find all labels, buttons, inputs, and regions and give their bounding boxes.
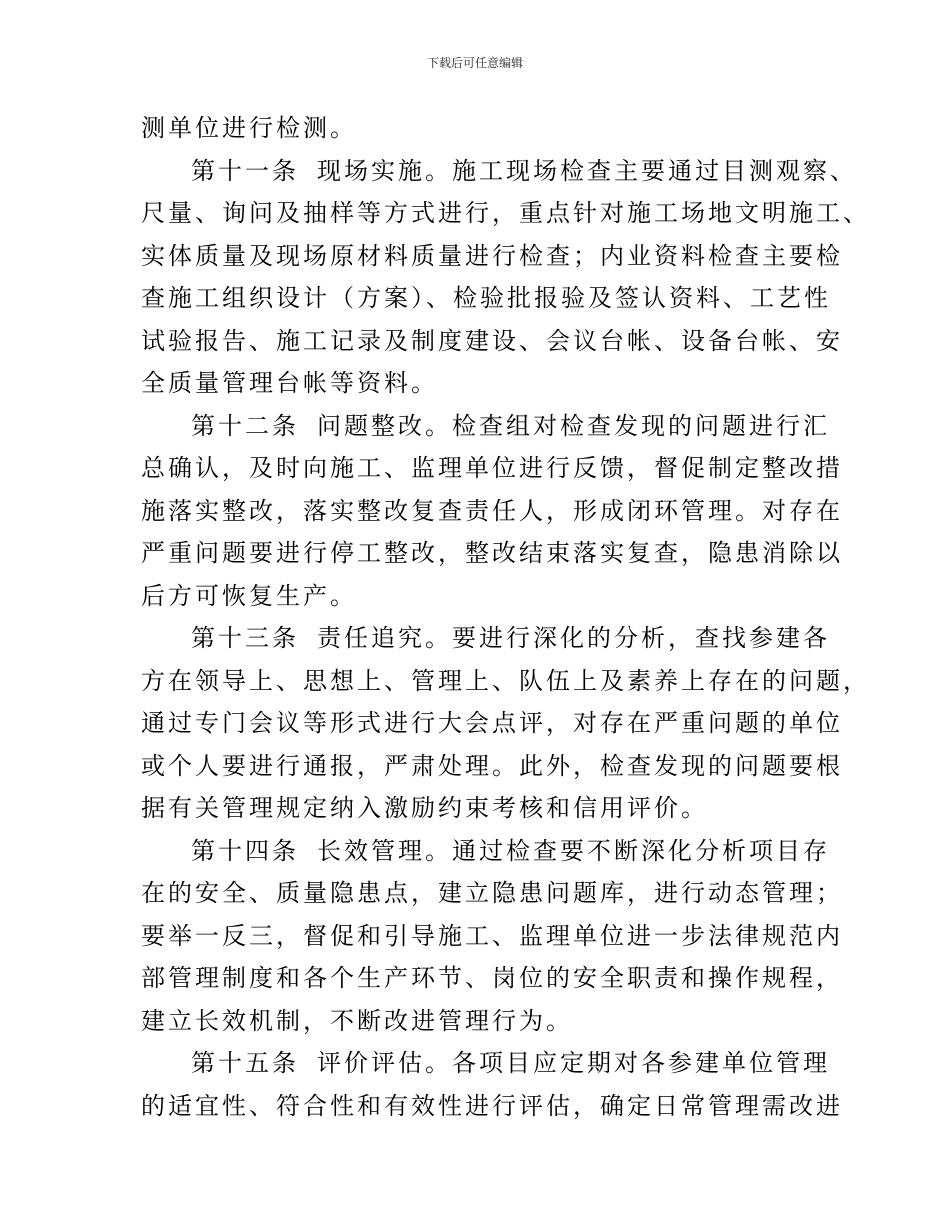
text-line: 总确认，及时向施工、监理单位进行反馈，督促制定整改措 (141, 454, 843, 482)
article-number: 第十四条 (191, 836, 299, 865)
text-line: 方在领导上、思想上、管理上、队伍上及素养上存在的问题， (141, 666, 870, 695)
text-line: 据有关管理规定纳入激励约束考核和信用评价。 (141, 794, 708, 822)
text-line: 尺量、询问及抽样等方式进行，重点针对施工场地文明施工、 (141, 199, 870, 227)
text-line: 全质量管理台帐等资料。 (141, 369, 438, 397)
text-line (141, 405, 830, 448)
page-header: 下载后可任意编辑 (426, 56, 523, 70)
text-line: 实体质量及现场原材料质量进行检查；内业资料检查主要检 (141, 241, 843, 270)
paragraph-continuation (141, 107, 821, 150)
article-number: 第十一条 (191, 156, 299, 185)
document-body (141, 107, 870, 1127)
text-line: 查施工组织设计（方案）、检验批报验及签认资料、工艺性 (141, 284, 831, 312)
text-line-content: 评价评估。各项目应定期对各参建单位管理 (317, 1049, 830, 1077)
article-11 (141, 150, 870, 405)
text-line: 建立长效机制，不断改进管理行为。 (141, 1006, 573, 1035)
text-line: 施落实整改，落实整改复查责任人，形成闭环管理。对存在 (141, 496, 843, 525)
article-14 (141, 830, 843, 1043)
text-line: 的适宜性、符合性和有效性进行评估，确定日常管理需改进 (141, 1091, 843, 1120)
text-line: 严重问题要进行停工整改，整改结束落实复查，隐患消除以 (141, 539, 843, 567)
article-12 (141, 405, 843, 618)
article-number: 第十三条 (191, 624, 299, 652)
article-13 (141, 617, 870, 830)
article-number: 第十二条 (191, 411, 299, 440)
text-line-content: 长效管理。通过检查要不断深化分析项目存 (317, 836, 830, 865)
text-line (141, 830, 830, 873)
article-15 (141, 1042, 843, 1127)
text-line-content: 现场实施。施工现场检查主要通过目测观察、 (317, 156, 857, 185)
text-line: 或个人要进行通报，严肃处理。此外，检查发现的问题要根 (141, 751, 843, 780)
text-line: 试验报告、施工记录及制度建设、会议台帐、设备台帐、安 (141, 326, 843, 355)
text-line: 在的安全、质量隐患点，建立隐患问题库，进行动态管理； (141, 879, 843, 907)
text-line (141, 617, 830, 660)
text-line (141, 1042, 830, 1085)
text-line (141, 150, 857, 193)
text-line: 测单位进行检测。 (141, 114, 357, 142)
text-line-content: 责任追究。要进行深化的分析，查找参建各 (317, 624, 830, 652)
text-line: 要举一反三，督促和引导施工、监理单位进一步法律规范内 (141, 921, 843, 950)
text-line: 后方可恢复生产。 (141, 581, 357, 610)
text-line: 部管理制度和各个生产环节、岗位的安全职责和操作规程， (141, 964, 843, 992)
text-line: 通过专门会议等形式进行大会点评，对存在严重问题的单位 (141, 709, 843, 737)
article-number: 第十五条 (191, 1049, 299, 1077)
text-line-content: 问题整改。检查组对检查发现的问题进行汇 (317, 411, 830, 440)
